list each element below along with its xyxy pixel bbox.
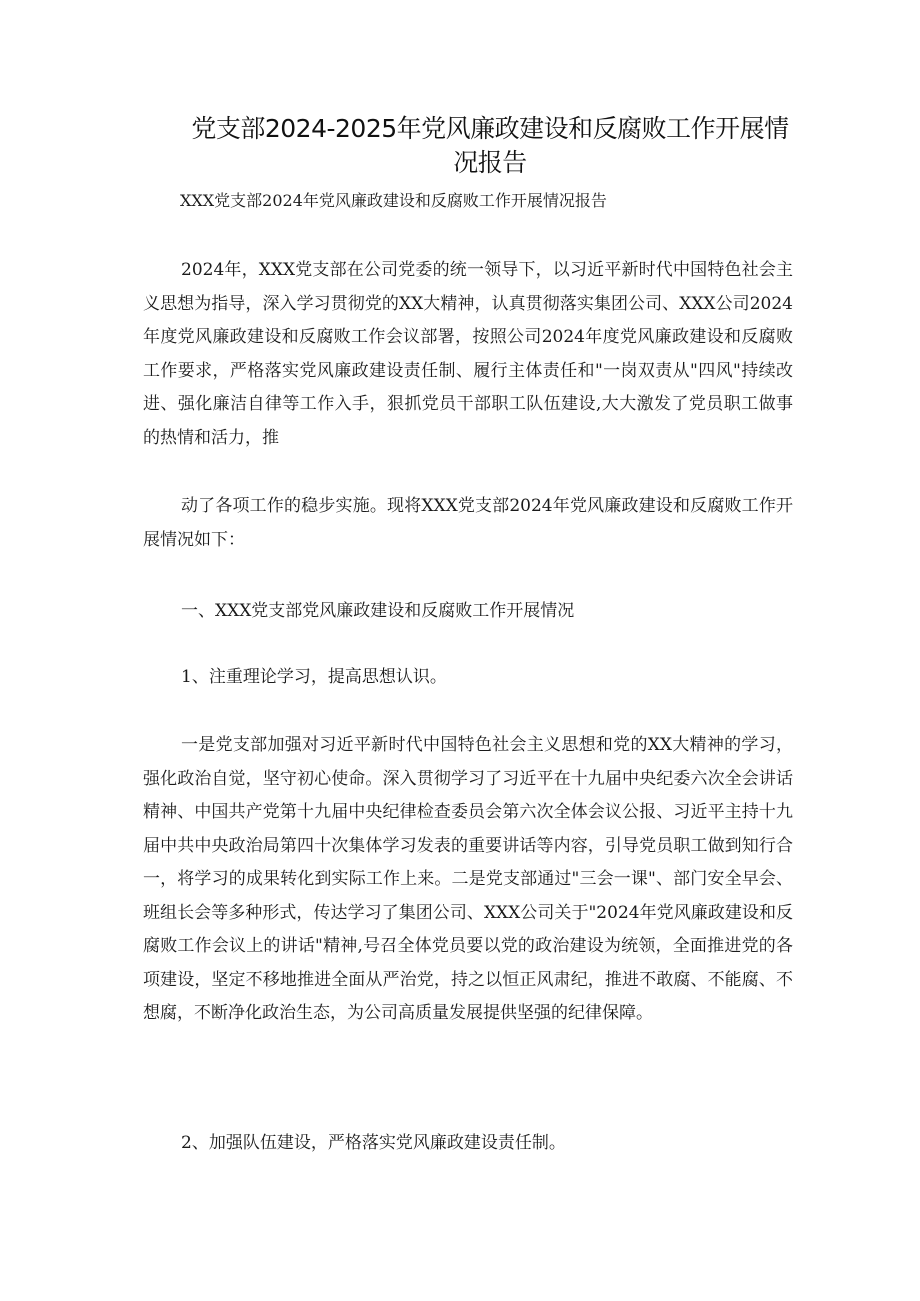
paragraph-continue: 动了各项工作的稳步实施。现将XXX党支部2024年党风廉政建设和反腐败工作开展情况如下： — [143, 496, 793, 550]
document-subtitle: XXX党支部2024年党风廉政建设和反腐败工作开展情况报告 — [180, 191, 607, 210]
item-1-heading: 1、注重理论学习，提高思想认识。 — [181, 667, 447, 687]
item-2-heading: 2、加强队伍建设，严格落实党风廉政建设责任制。 — [181, 1133, 566, 1153]
item-1-body: 一是党支部加强对习近平新时代中国特色社会主义思想和党的XX大精神的学习，强化政治自觉，坚守初心使命。深入贯彻学习了习近平在十九届中央纪委六次全会讲话精神、中国共产党第十九届中央纪律检查委员会第六次全体会议公报、习近平主持十九届中共中央政治局第四十次集体学习发表的重要讲话等内容，引导党员职工做到知行合一，将学习的成果转化到实际工作上来。二是党支部通过"三会一课"、部门安全早会、班组长会等多种形式，传达学习了集团公司、XXX公司关于"2024年党风廉政建设和反腐败工作会议上的讲话"精神,号召全体党员要以党的政治建设为统领，全面推进党的各项建设，坚定不移地推进全面从严治党，持之以恒正风肃纪，推进不敢腐、不能腐、不想腐，不断净化政治生态，为公司高质量发展提供坚强的纪律保障。 — [143, 735, 793, 1023]
paragraph-intro: 2024年，XXX党支部在公司党委的统一领导下，以习近平新时代中国特色社会主义思想为指导，深入学习贯彻党的XX大精神，认真贯彻落实集团公司、XXX公司2024年度党风廉政建设和反腐败工作会议部署，按照公司2024年度党风廉政建设和反腐败工作要求，严格落实党风廉政建设责任制、履行主体责任和"一岗双责从"四风"持续改进、强化廉洁自律等工作入手，狠抓党员干部职工队伍建设,大大激发了党员职工做事的热情和活力，推 — [143, 260, 793, 448]
title-line-1: 党支部2024-2025年党风廉政建设和反腐败工作开展情 — [191, 114, 789, 143]
section-heading: 一、XXX党支部党风廉政建设和反腐败工作开展情况 — [181, 601, 575, 621]
document-title — [140, 112, 840, 180]
title-line-2: 况报告 — [453, 148, 527, 177]
